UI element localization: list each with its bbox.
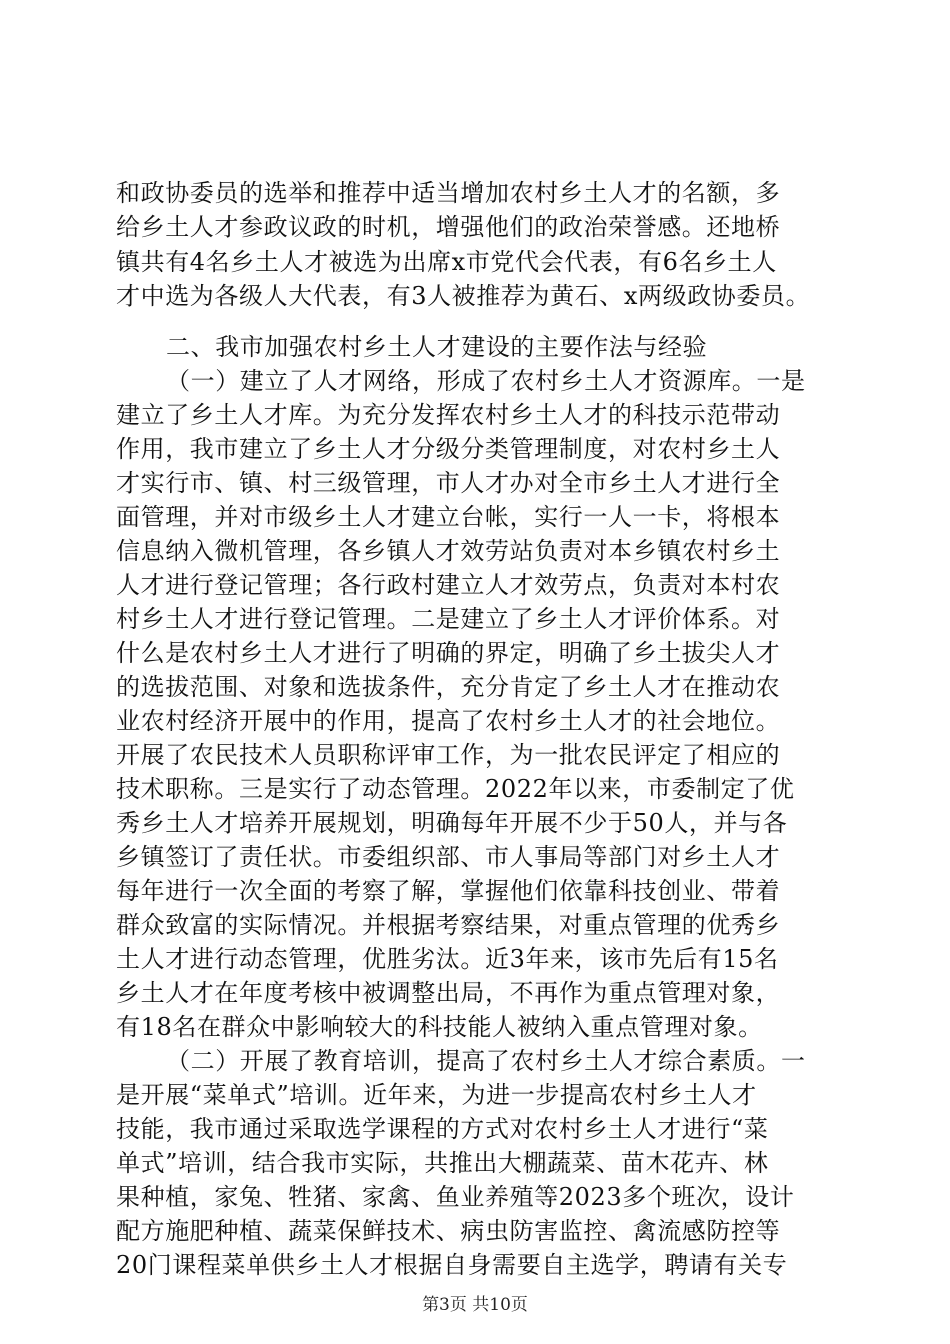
- text-line: 技术职称。三是实行了动态管理。2022年以来，市委制定了优: [116, 775, 795, 803]
- text-line: 单式”培训，结合我市实际，共推出大棚蔬菜、苗木花卉、林: [116, 1149, 769, 1177]
- page-footer: 第3页 共10页: [422, 1295, 528, 1315]
- text-line: 技能，我市通过采取选学课程的方式对农村乡土人才进行“菜: [116, 1115, 769, 1143]
- text-line: 20门课程菜单供乡土人才根据自身需要自主选学，聘请有关专: [116, 1251, 788, 1279]
- text-line: 信息纳入微机管理，各乡镇人才效劳站负责对本乡镇农村乡土: [116, 537, 781, 565]
- text-line: 才实行市、镇、村三级管理，市人才办对全市乡土人才进行全: [116, 469, 781, 497]
- text-line: 人才进行登记管理；各行政村建立人才效劳点，负责对本村农: [116, 571, 781, 599]
- text-line: 开展了农民技术人员职称评审工作，为一批农民评定了相应的: [116, 741, 781, 769]
- paragraph-start-line: （一）建立了人才网络，形成了农村乡土人才资源库。一是: [166, 367, 806, 395]
- section-heading: 二、我市加强农村乡土人才建设的主要作法与经验: [166, 333, 708, 361]
- text-line: 群众致富的实际情况。并根据考察结果，对重点管理的优秀乡: [116, 911, 781, 939]
- text-line: 土人才进行动态管理，优胜劣汰。近3年来，该市先后有15名: [116, 945, 779, 973]
- text-line: 什么是农村乡土人才进行了明确的界定，明确了乡土拔尖人才: [116, 639, 781, 667]
- text-line: 乡镇签订了责任状。市委组织部、市人事局等部门对乡土人才: [116, 843, 781, 871]
- text-line: 有18名在群众中影响较大的科技能人被纳入重点管理对象。: [116, 1013, 763, 1041]
- text-line: 镇共有4名乡土人才被选为出席x市党代会代表，有6名乡土人: [116, 248, 777, 276]
- text-line: 村乡土人才进行登记管理。二是建立了乡土人才评价体系。对: [116, 605, 781, 633]
- text-line: 果种植，家兔、牲猪、家禽、鱼业养殖等2023多个班次，设计: [116, 1183, 795, 1211]
- text-line: 才中选为各级人大代表，有3人被推荐为黄石、x两级政协委员。: [116, 282, 811, 310]
- text-line: 乡土人才在年度考核中被调整出局，不再作为重点管理对象，: [116, 979, 781, 1007]
- text-line: 每年进行一次全面的考察了解，掌握他们依靠科技创业、带着: [116, 877, 781, 905]
- text-line: 面管理，并对市级乡土人才建立台帐，实行一人一卡，将根本: [116, 503, 781, 531]
- text-line: 业农村经济开展中的作用，提高了农村乡土人才的社会地位。: [116, 707, 781, 735]
- text-line: 配方施肥种植、蔬菜保鲜技术、病虫防害监控、禽流感防控等: [116, 1217, 781, 1245]
- text-line: 作用，我市建立了乡土人才分级分类管理制度，对农村乡土人: [116, 435, 781, 463]
- text-line: 建立了乡土人才库。为充分发挥农村乡土人才的科技示范带动: [116, 401, 781, 429]
- paragraph-start-line: （二）开展了教育培训，提高了农村乡土人才综合素质。一: [166, 1047, 806, 1075]
- text-line: 是开展“菜单式”培训。近年来，为进一步提高农村乡土人才: [116, 1081, 757, 1109]
- text-line: 给乡土人才参政议政的时机，增强他们的政治荣誉感。还地桥: [116, 213, 781, 241]
- text-line: 和政协委员的选举和推荐中适当增加农村乡土人才的名额，多: [116, 179, 781, 207]
- text-line: 秀乡土人才培养开展规划，明确每年开展不少于50人，并与各: [116, 809, 788, 837]
- text-line: 的选拔范围、对象和选拔条件，充分肯定了乡土人才在推动农: [116, 673, 781, 701]
